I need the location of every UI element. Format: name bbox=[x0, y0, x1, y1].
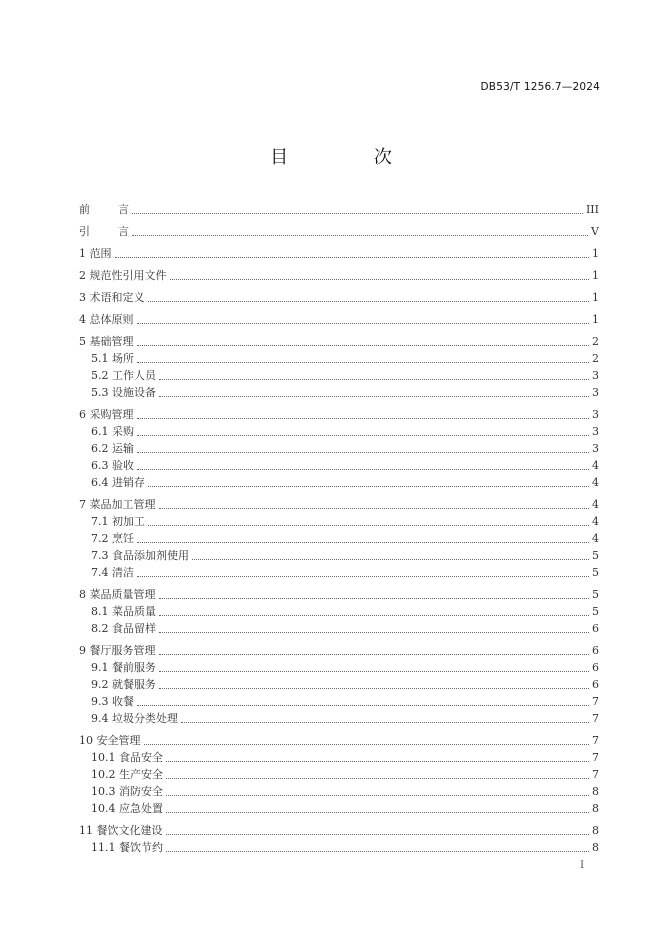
toc-entry[interactable] bbox=[79, 587, 599, 603]
dot-leader bbox=[159, 615, 589, 616]
toc-entry-page: 3 bbox=[592, 425, 599, 438]
toc-entry-page: 1 bbox=[592, 247, 599, 260]
dot-leader bbox=[137, 435, 589, 436]
toc-entry[interactable] bbox=[91, 621, 599, 637]
toc-entry[interactable] bbox=[79, 643, 599, 659]
toc-entry-label: 7.4 清洁 bbox=[91, 566, 134, 579]
toc-entry-label: 9.3 收餐 bbox=[91, 695, 134, 708]
toc-entry-page: 8 bbox=[592, 802, 599, 815]
toc-entry-page: 5 bbox=[592, 588, 599, 601]
toc-entry-label: 9 餐厅服务管理 bbox=[79, 644, 156, 657]
toc-entry[interactable] bbox=[91, 604, 599, 620]
toc-entry-label: 3 术语和定义 bbox=[79, 291, 145, 304]
toc-entry[interactable] bbox=[91, 840, 599, 856]
toc-entry-label: 10 安全管理 bbox=[79, 734, 141, 747]
toc-entry[interactable] bbox=[91, 531, 599, 547]
dot-leader bbox=[192, 559, 589, 560]
document-code: DB53/T 1256.7—2024 bbox=[480, 81, 600, 93]
toc-entry-page: 6 bbox=[592, 678, 599, 691]
toc-entry[interactable] bbox=[91, 458, 599, 474]
toc-entry[interactable] bbox=[91, 385, 599, 401]
toc-entry[interactable] bbox=[91, 351, 599, 367]
toc-entry-page: 6 bbox=[592, 622, 599, 635]
toc-entry[interactable] bbox=[79, 407, 599, 423]
toc-entry-label: 10.1 食品安全 bbox=[91, 751, 163, 764]
toc-entry-page: 1 bbox=[592, 313, 599, 326]
toc-entry-label: 前 言 bbox=[79, 203, 129, 216]
dot-leader bbox=[137, 323, 590, 324]
toc-entry[interactable] bbox=[91, 548, 599, 564]
toc-entry-label: 6.1 采购 bbox=[91, 425, 134, 438]
toc-entry-page: 4 bbox=[592, 498, 599, 511]
toc-entry-label: 5.1 场所 bbox=[91, 352, 134, 365]
dot-leader bbox=[132, 213, 583, 214]
toc-entry-page: 7 bbox=[592, 768, 599, 781]
dot-leader bbox=[159, 598, 590, 599]
page-number: I bbox=[580, 859, 585, 871]
toc-entry-page: 3 bbox=[592, 442, 599, 455]
toc-entry[interactable] bbox=[91, 694, 599, 710]
toc-entry[interactable] bbox=[79, 202, 599, 218]
toc-entry-label: 6.4 进销存 bbox=[91, 476, 145, 489]
dot-leader bbox=[159, 688, 589, 689]
toc-entry-label: 9.4 垃圾分类处理 bbox=[91, 712, 178, 725]
toc-entry[interactable] bbox=[79, 290, 599, 306]
toc-entry-label: 9.2 就餐服务 bbox=[91, 678, 156, 691]
toc-entry-label: 10.4 应急处置 bbox=[91, 802, 163, 815]
toc-entry[interactable] bbox=[91, 368, 599, 384]
dot-leader bbox=[148, 525, 589, 526]
toc-entry-label: 8.1 菜品质量 bbox=[91, 605, 156, 618]
toc-entry-page: 8 bbox=[592, 841, 599, 854]
toc-entry-label: 10.2 生产安全 bbox=[91, 768, 163, 781]
toc-entry-page: 8 bbox=[592, 824, 599, 837]
dot-leader bbox=[166, 812, 589, 813]
toc-entry-page: 4 bbox=[592, 532, 599, 545]
dot-leader bbox=[170, 279, 590, 280]
toc-entry-page: 2 bbox=[592, 335, 599, 348]
dot-leader bbox=[159, 379, 589, 380]
dot-leader bbox=[144, 744, 590, 745]
toc-entry-page: 6 bbox=[592, 661, 599, 674]
page-title: 目 次 bbox=[270, 147, 432, 168]
toc-entry-page: 5 bbox=[592, 605, 599, 618]
toc-entry-label: 8 菜品质量管理 bbox=[79, 588, 156, 601]
toc-entry-label: 5.2 工作人员 bbox=[91, 369, 156, 382]
dot-leader bbox=[148, 301, 590, 302]
dot-leader bbox=[166, 851, 589, 852]
toc-entry-page: 4 bbox=[592, 476, 599, 489]
dot-leader bbox=[159, 508, 590, 509]
dot-leader bbox=[159, 671, 589, 672]
toc-entry-page: 7 bbox=[592, 712, 599, 725]
toc-entry[interactable] bbox=[79, 224, 599, 240]
toc-entry-page: 6 bbox=[592, 644, 599, 657]
toc-entry-page: 5 bbox=[592, 549, 599, 562]
dot-leader bbox=[159, 632, 589, 633]
toc-entry-label: 5.3 设施设备 bbox=[91, 386, 156, 399]
dot-leader bbox=[181, 722, 589, 723]
toc-entry-label: 2 规范性引用文件 bbox=[79, 269, 167, 282]
dot-leader bbox=[137, 452, 589, 453]
dot-leader bbox=[137, 469, 589, 470]
toc-entry-page: 4 bbox=[592, 515, 599, 528]
toc-entry-page: V bbox=[591, 225, 599, 238]
toc-entry-label: 7.1 初加工 bbox=[91, 515, 145, 528]
toc-entry-label: 10.3 消防安全 bbox=[91, 785, 163, 798]
toc-entry-label: 1 范围 bbox=[79, 247, 112, 260]
toc-entry-page: 3 bbox=[592, 369, 599, 382]
toc-entry-page: 2 bbox=[592, 352, 599, 365]
toc-entry[interactable] bbox=[91, 801, 599, 817]
toc-entry-label: 7.3 食品添加剂使用 bbox=[91, 549, 189, 562]
dot-leader bbox=[137, 705, 589, 706]
toc-entry[interactable] bbox=[91, 660, 599, 676]
dot-leader bbox=[148, 486, 589, 487]
toc-entry-page: 3 bbox=[592, 386, 599, 399]
dot-leader bbox=[166, 834, 590, 835]
dot-leader bbox=[159, 654, 590, 655]
dot-leader bbox=[132, 235, 588, 236]
toc-entry[interactable] bbox=[79, 312, 599, 328]
toc-entry[interactable] bbox=[91, 711, 599, 727]
dot-leader bbox=[115, 257, 590, 258]
toc-entry[interactable] bbox=[79, 497, 599, 513]
toc-entry[interactable] bbox=[91, 767, 599, 783]
toc-entry-page: III bbox=[585, 203, 599, 216]
dot-leader bbox=[166, 761, 589, 762]
toc-entry[interactable] bbox=[79, 334, 599, 350]
toc-entry-label: 6.2 运输 bbox=[91, 442, 134, 455]
toc-entry-label: 11 餐饮文化建设 bbox=[79, 824, 163, 837]
toc-entry[interactable] bbox=[91, 441, 599, 457]
toc-entry-label: 8.2 食品留样 bbox=[91, 622, 156, 635]
toc-entry-page: 4 bbox=[592, 459, 599, 472]
toc-entry-label: 7.2 烹饪 bbox=[91, 532, 134, 545]
toc-entry-page: 8 bbox=[592, 785, 599, 798]
toc-entry-page: 5 bbox=[592, 566, 599, 579]
dot-leader bbox=[137, 542, 589, 543]
dot-leader bbox=[166, 778, 589, 779]
toc-entry-label: 引 言 bbox=[79, 225, 129, 238]
toc-entry-label: 11.1 餐饮节约 bbox=[91, 841, 163, 854]
dot-leader bbox=[137, 345, 590, 346]
dot-leader bbox=[159, 396, 589, 397]
toc-entry-label: 9.1 餐前服务 bbox=[91, 661, 156, 674]
toc-entry-page: 3 bbox=[592, 408, 599, 421]
toc-entry-page: 1 bbox=[592, 269, 599, 282]
dot-leader bbox=[137, 362, 589, 363]
dot-leader bbox=[166, 795, 589, 796]
toc-entry-page: 1 bbox=[592, 291, 599, 304]
toc-entry[interactable] bbox=[91, 565, 599, 581]
toc-entry[interactable] bbox=[91, 677, 599, 693]
toc-entry-label: 7 菜品加工管理 bbox=[79, 498, 156, 511]
toc-entry-label: 6.3 验收 bbox=[91, 459, 134, 472]
toc-entry[interactable] bbox=[91, 784, 599, 800]
toc-entry[interactable] bbox=[79, 733, 599, 749]
toc-entry[interactable] bbox=[91, 424, 599, 440]
toc-entry-page: 7 bbox=[592, 734, 599, 747]
dot-leader bbox=[137, 576, 589, 577]
toc-entry-label: 6 采购管理 bbox=[79, 408, 134, 421]
toc-entry[interactable] bbox=[79, 823, 599, 839]
toc-entry[interactable] bbox=[79, 246, 599, 262]
toc-entry[interactable] bbox=[91, 514, 599, 530]
toc-entry-label: 5 基础管理 bbox=[79, 335, 134, 348]
toc-entry-page: 7 bbox=[592, 695, 599, 708]
toc-entry-label: 4 总体原则 bbox=[79, 313, 134, 326]
toc-entry[interactable] bbox=[91, 750, 599, 766]
toc-entry-page: 7 bbox=[592, 751, 599, 764]
toc-entry[interactable] bbox=[79, 268, 599, 284]
dot-leader bbox=[137, 418, 590, 419]
toc-entry[interactable] bbox=[91, 475, 599, 491]
